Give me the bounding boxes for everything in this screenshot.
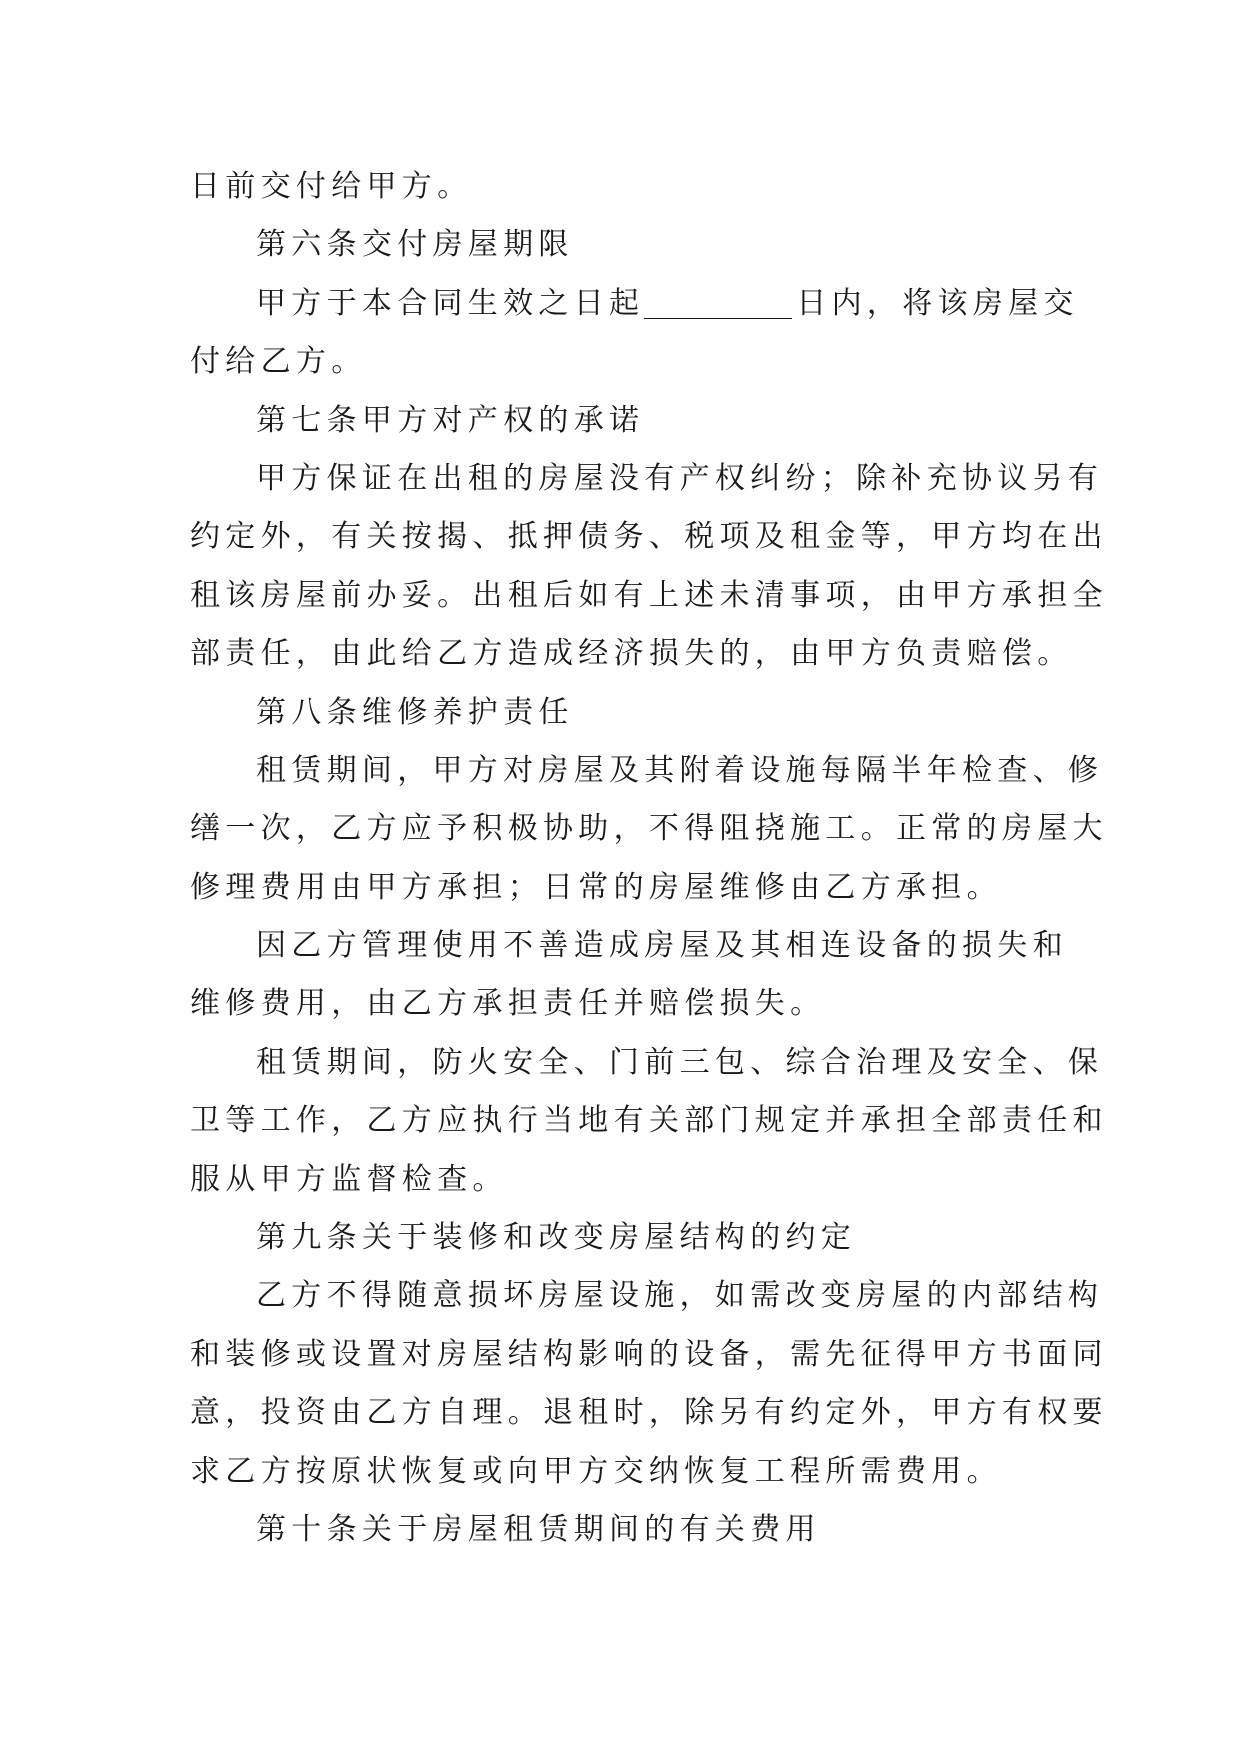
text-line: 租赁期间，防火安全、门前三包、综合治理及安全、保 [256,1044,1104,1080]
section-heading: 第九条关于装修和改变房屋结构的约定 [256,1220,857,1256]
text-line: 因乙方管理使用不善造成房屋及其相连设备的损失和 [256,928,1068,964]
text-line: 和装修或设置对房屋结构影响的设备，需先征得甲方书面同 [190,1336,1108,1372]
text-segment: 日内，将该房屋交 [796,285,1079,321]
section-heading: 第七条甲方对产权的承诺 [256,402,645,438]
text-line [190,275,1079,333]
text-line: 维修费用，由乙方承担责任并赔偿损失。 [190,986,826,1022]
text-line: 部责任，由此给乙方造成经济损失的，由甲方负责赔偿。 [190,636,1073,672]
text-segment: 甲方于本合同生效之日起 [256,285,645,321]
text-line: 租赁期间，甲方对房屋及其附着设施每隔半年检查、修 [256,752,1104,788]
text-line: 修理费用由甲方承担；日常的房屋维修由乙方承担。 [190,869,1002,905]
text-line: 意，投资由乙方自理。退租时，除另有约定外，甲方有权要 [190,1395,1108,1431]
section-heading: 第六条交付房屋期限 [256,227,574,263]
fill-in-blank [644,284,792,319]
text-line: 乙方不得随意损坏房屋设施，如需改变房屋的内部结构 [256,1278,1104,1314]
text-line: 卫等工作，乙方应执行当地有关部门规定并承担全部责任和 [190,1103,1108,1139]
text-line: 求乙方按原状恢复或向甲方交纳恢复工程所需费用。 [190,1453,1002,1489]
text-line: 约定外，有关按揭、抵押债务、税项及租金等，甲方均在出 [190,519,1108,555]
section-heading: 第八条维修养护责任 [256,694,574,730]
document-page [190,158,1108,1559]
text-line: 付给乙方。 [190,344,367,380]
text-line: 缮一次，乙方应予积极协助，不得阻挠施工。正常的房屋大 [190,811,1108,847]
text-line: 日前交付给甲方。 [190,169,473,204]
text-line: 服从甲方监督检查。 [190,1161,508,1197]
section-heading: 第十条关于房屋租赁期间的有关费用 [256,1511,821,1547]
text-line: 甲方保证在出租的房屋没有产权纠纷；除补充协议另有 [256,460,1104,496]
text-line: 租该房屋前办妥。出租后如有上述未清事项，由甲方承担全 [190,577,1108,613]
